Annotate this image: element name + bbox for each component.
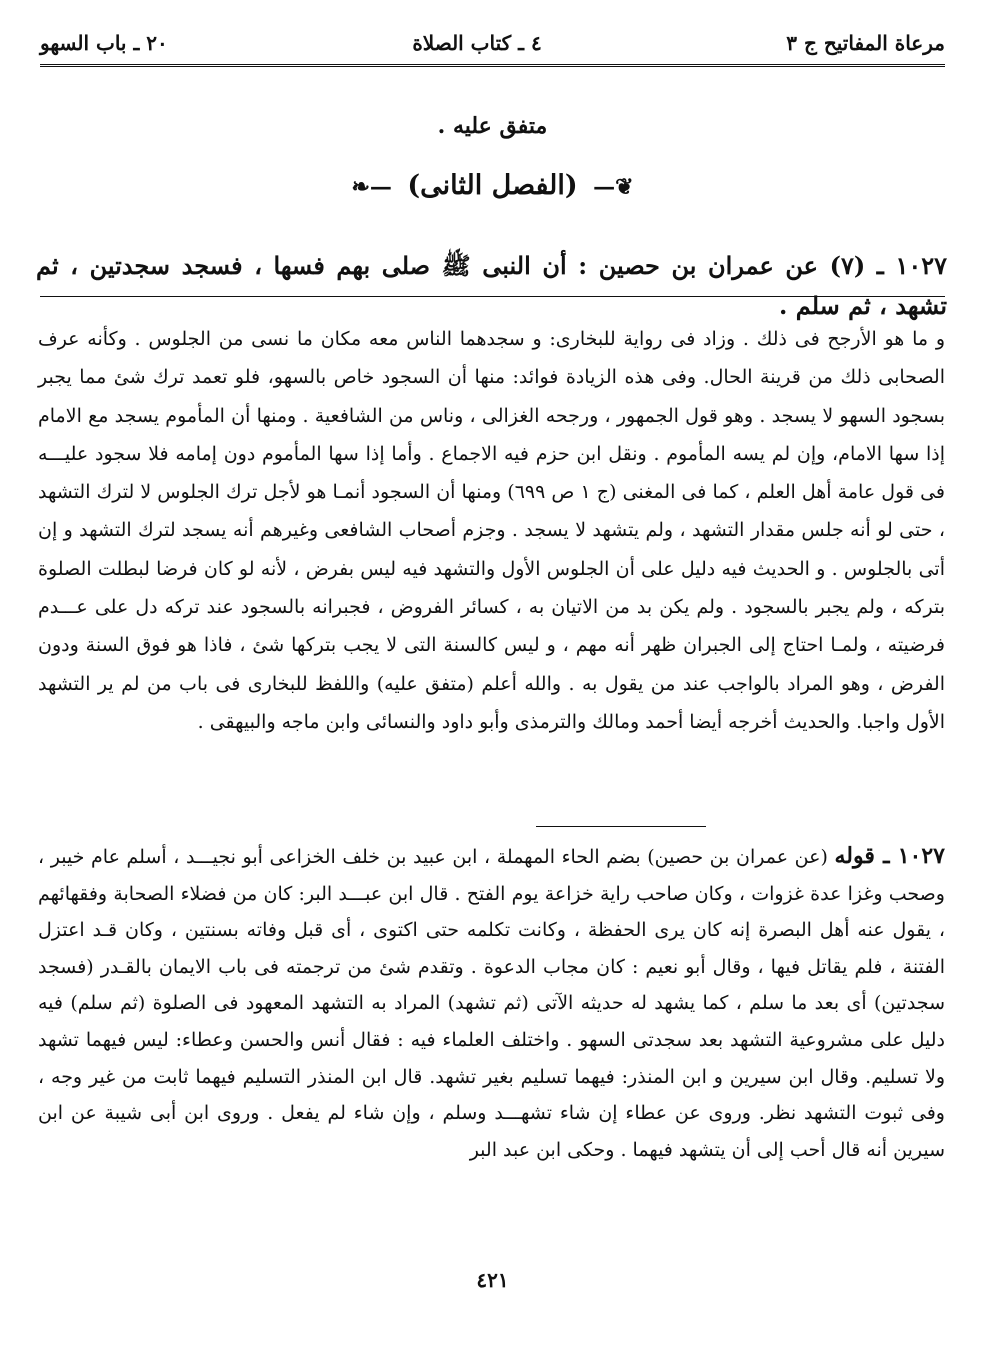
hadith-number: ١٠٢٧ ـ (٧): [829, 251, 947, 280]
hadith-text: [36, 246, 947, 326]
explanation-body: (عن عمران بن حصين) بضم الحاء المهملة ، ابن عبيد بن خلف الخزاعى أبو نجيـــد ، أسلم عام خيبر ، وصحب وغزا عدة غزوات ، وكان صاحب راية خزاعة يوم الفتح . قال ابن عبـــد البر: كان من فضلاء الصحابة وفقهائهم ، يقول عنه أهل البصرة إنه كان يرى الحفظة ، وكانت تكلمه حتى اكتوى ، أى قبل وفاته بسنتين ، وكان قـد اعتزل الفتنة ، فلم يقاتل فيها ، وقال أبو نعيم : كان مجاب الدعوة . وتقدم شئ من ترجمته فى باب الايمان بالقـدر (فسجد سجدتين) أى بعد ما سلم ، كما يشهد له حديثه الآتى (ثم تشهد) المراد به التشهد المعهود فى الصلوة (ثم سلم) فيه دليل على مشروعية التشهد بعد سجدتى السهو . واختلف العلماء فيه : فقال أنس والحسن وعطاء: ليس فيهما تشهد ولا تسليم. وقال ابن سيرين و ابن المنذر: فيهما تسليم بغير تشهد. قال ابن المنذر التسليم فيهما ثابت من غير وجه ، وفى ثبوت التشهد نظر. وروى عن عطاء إن شاء تشهـــد وسلم ، وإن شاء لم يفعل . وروى ابن أبى شيبة عن ابن سيرين أنه قال أحب إلى أن يتشهد فيهما . وحكى ابن عبد البر: [38, 846, 945, 1161]
commentary-paragraph: و ما هو الأرجح فى ذلك . وزاد فى رواية للبخارى: و سجدهما الناس معه مكان ما نسى من الجلوس . وكأنه عرف الصحابى ذلك من قرينة الحال. وفى هذه الزيادة فوائد: منها أن السجود خاص بالسهو، فلو تعمد ترك شئ مما يجبر بسجود السهو لا يسجد . وهو قول الجمهور ، ورجحه الغزالى ، وناس من الشافعية . ومنها أن المأموم يسجد مع الامام إذا سها الامام، وإن لم يسه المأموم . ونقل ابن حزم فيه الاجماع . وأما إذا سها المأموم دون إمامه فلا سجود عليـــه فى قول عامة أهل العلم ، كما فى المغنى (ج ١ ص ٦٩٩) ومنها أن السجود أنمـا هو لأجل ترك الجلوس لا لترك التشهد ، حتى لو أنه جلس مقدار التشهد ، ولم يتشهد لا يسجد . وجزم أصحاب الشافعى وغيرهم أنه يسجد لترك التشهد و إن أتى بالجلوس . و الحديث فيه دليل على أن الجلوس الأول والتشهد فيه ليس بفرض ، لأنه لو كان فرضا لبطلت الصلوة بتركه ، ولم يجبر بالسجود . ولم يكن بد من الاتيان به ، كسائر الفروض ، فجبرانه بالسجود عند تركه دل على عـــدم فرضيته ، ولمـا احتاج إلى الجبران ظهر أنه مهم ، و ليس كالسنة التى لا يجب بتركها شئ ، فاذا هو فوق السنة ودون الفرض ، وهو المراد بالواجب عند من يقول به . والله أعلم (متفق عليه) واللفظ للبخارى فى باب من لم ير التشهد الأول واجبا. والحديث أخرجه أيضا أحمد ومالك والترمذى وأبو داود والنسائى وابن ماجه والبيهقى .: [38, 328, 945, 733]
explanation-paragraph: [38, 838, 945, 1168]
section-heading: [0, 170, 985, 201]
text-divider: [40, 296, 945, 297]
header-section: ٢٠ ـ باب السهو: [40, 31, 168, 55]
header-book-title: مرعاة المفاتيح ج ٣: [786, 31, 945, 55]
hadith-body: عن عمران بن حصين : أن النبى ﷺ صلى بهم فسها ، فسجد سجدتين ، ثم تشهد ، ثم سلم .: [36, 251, 947, 320]
section-title-text: (الفصل الثانى): [407, 170, 578, 201]
header-divider: [40, 64, 945, 67]
ornament-icon: —❧: [351, 174, 392, 200]
explanation-lead: ١٠٢٧ ـ قوله: [834, 843, 945, 869]
agreed-upon-note: متفق عليه .: [437, 113, 548, 139]
page-number: ٤٢١: [476, 1268, 509, 1292]
header-chapter: ٤ ـ كتاب الصلاة: [412, 31, 542, 55]
ornament-icon: ❦—: [593, 174, 634, 200]
running-header: [40, 28, 945, 58]
explanation-rule: [536, 826, 706, 827]
